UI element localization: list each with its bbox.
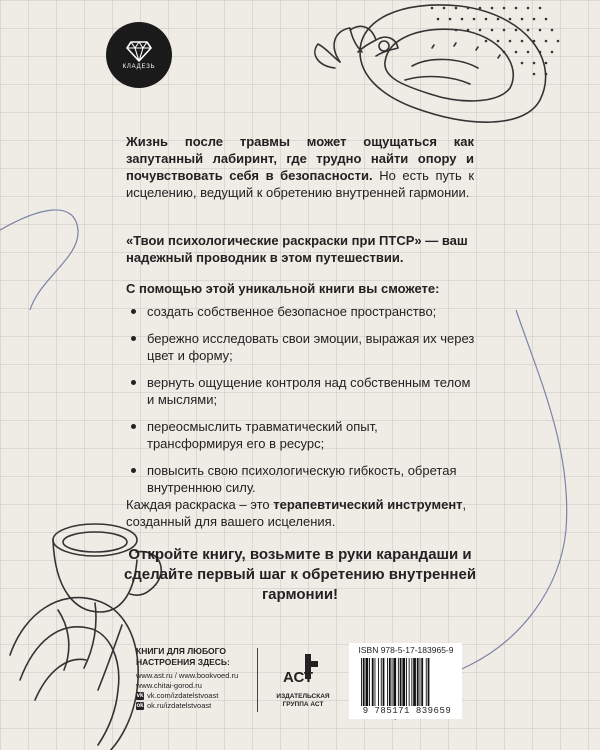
vk-icon: vk bbox=[136, 693, 144, 699]
barcode-bar bbox=[393, 658, 396, 706]
call-to-action: Откройте книгу, возьмите в руки карандаши и сделайте первый шаг к обретению внутренней гармонии! bbox=[123, 546, 477, 603]
barcode-bar bbox=[428, 658, 430, 706]
intro-bold-text: Жизнь после травмы может ощущаться как запутанный лабиринт, где трудно найти опору и почувствовать себя в безопасности. bbox=[126, 134, 474, 183]
barcode-bar bbox=[372, 658, 374, 706]
logo-name: КЛАДЕЗЬ bbox=[122, 64, 156, 70]
list-item: вернуть ощущение контроля над собственным телом и мыслями; bbox=[126, 374, 476, 408]
barcode-bar bbox=[417, 658, 419, 706]
publisher-name-line: ИЗДАТЕЛЬСКАЯ bbox=[276, 693, 330, 700]
barcode-number: 9 785171 839659 bbox=[362, 706, 452, 716]
list-item: переосмыслить травматический опыт, трансформируя его в ресурс; bbox=[126, 418, 476, 452]
footer-links-block bbox=[136, 646, 256, 711]
curved-line bbox=[0, 210, 78, 310]
strawberry-drawing bbox=[315, 5, 546, 122]
social-link-text: vk.com/izdatelstvoast bbox=[147, 691, 219, 700]
barcode-bar bbox=[366, 658, 369, 706]
footer-divider bbox=[257, 648, 258, 712]
barcode-bar bbox=[420, 658, 421, 706]
intro-normal-text: Но есть путь к исцелению, ведущий к обретению внутренней гармонии. bbox=[126, 168, 475, 200]
list-item: повысить свою психологическую гибкость, обретая внутреннюю силу. bbox=[126, 462, 476, 496]
list-item: создать собственное безопасное пространство; bbox=[126, 303, 476, 320]
barcode-bar bbox=[383, 658, 385, 706]
footer-heading-line: КНИГИ ДЛЯ ЛЮБОГО bbox=[136, 646, 226, 656]
barcode-bar bbox=[409, 658, 410, 706]
intro-paragraph bbox=[126, 133, 474, 201]
footer-heading bbox=[136, 646, 256, 667]
barcode-bar bbox=[375, 658, 376, 706]
benefits-list bbox=[126, 303, 476, 506]
barcode-bar bbox=[378, 658, 379, 706]
store-link[interactable]: www.ast.ru / www.bookvoed.ru bbox=[136, 671, 239, 680]
barcode-bar bbox=[381, 658, 382, 706]
list-item: бережно исследовать свои эмоции, выражая их через цвет и форму; bbox=[126, 330, 476, 364]
barcode-bar bbox=[392, 658, 393, 706]
isbn-label: ISBN 978-5-17-183965-9 bbox=[358, 645, 454, 655]
book-intro-bold-text: «Твои психологические раскраски при ПТСР» — ваш надежный проводник в этом путешествии. bbox=[126, 233, 468, 265]
barcode bbox=[359, 658, 455, 706]
barcode-bar bbox=[426, 658, 427, 706]
barcode-bar bbox=[411, 658, 412, 706]
publisher-name bbox=[262, 693, 344, 709]
publisher-name-line: ГРУППА АСТ bbox=[282, 701, 324, 708]
barcode-bar bbox=[400, 658, 402, 706]
dot-pattern bbox=[431, 7, 560, 76]
diamond-icon bbox=[126, 40, 152, 62]
ok-icon: ok bbox=[136, 703, 144, 709]
barcode-bar bbox=[413, 658, 416, 706]
barcode-bar bbox=[363, 658, 365, 706]
barcode-bar bbox=[398, 658, 399, 706]
footer-heading-line: НАСТРОЕНИЯ ЗДЕСЬ: bbox=[136, 656, 230, 667]
barcode-bar bbox=[389, 658, 391, 706]
ast-logo-text: АСТ bbox=[283, 669, 314, 686]
social-link-text: ok.ru/izdatelstvoast bbox=[147, 701, 212, 710]
closing-text-after: , созданный для вашего исцеления. bbox=[126, 497, 467, 529]
barcode-bar bbox=[406, 658, 407, 706]
list-intro-heading: С помощью этой уникальной книги вы сможете: bbox=[126, 281, 440, 296]
barcode-bar bbox=[361, 658, 362, 706]
croissant-drawing bbox=[10, 598, 138, 750]
barcode-bar bbox=[402, 658, 405, 706]
social-link-vk[interactable] bbox=[136, 691, 256, 701]
barcode-bar bbox=[421, 658, 423, 706]
isbn-block bbox=[349, 643, 462, 719]
publisher-block bbox=[262, 650, 344, 709]
ast-logo bbox=[281, 650, 325, 686]
book-intro-paragraph bbox=[126, 232, 474, 266]
store-link[interactable]: www.chitai-gorod.ru bbox=[136, 681, 202, 690]
kladez-logo bbox=[106, 22, 172, 88]
social-link-ok[interactable] bbox=[136, 701, 256, 711]
barcode-bar bbox=[387, 658, 388, 706]
closing-text-before: Каждая раскраска – это bbox=[126, 497, 274, 512]
closing-paragraph bbox=[126, 496, 474, 530]
closing-bold-text: терапевтический инструмент bbox=[273, 497, 463, 512]
barcode-bar bbox=[369, 658, 370, 706]
